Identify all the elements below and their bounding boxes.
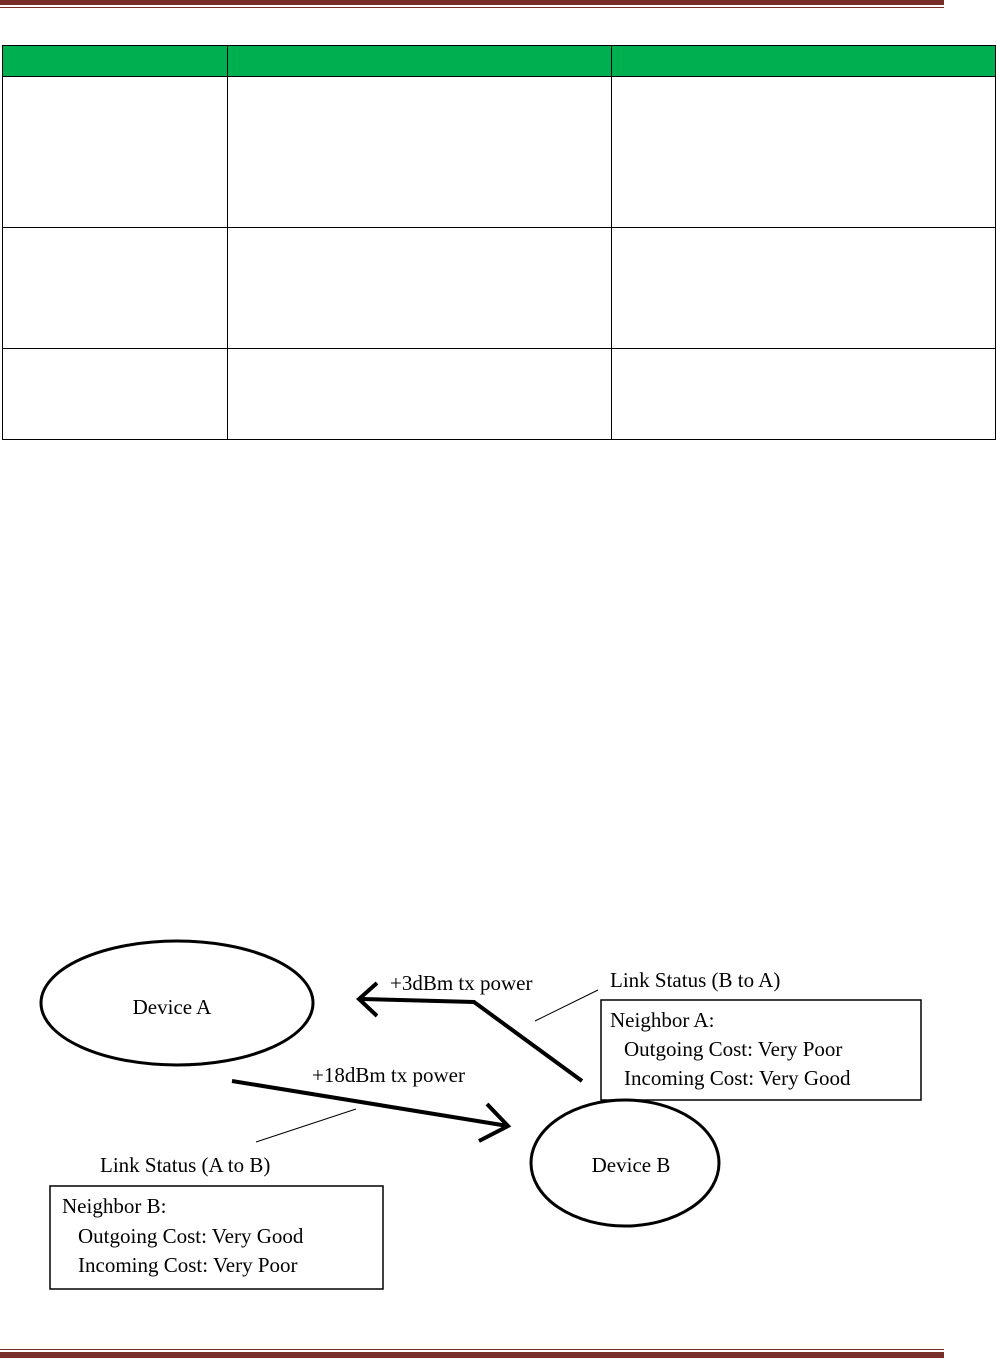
link-status-b-to-a-title: Link Status (B to A) bbox=[610, 968, 781, 992]
table-cell bbox=[228, 228, 612, 349]
footer-rule-thin bbox=[0, 1349, 944, 1350]
table-row bbox=[3, 349, 996, 440]
incoming-cost-a-to-b: Incoming Cost: Very Poor bbox=[78, 1253, 298, 1277]
table-header-cell bbox=[3, 46, 228, 77]
table-cell bbox=[612, 349, 996, 440]
table-header-row bbox=[3, 46, 996, 77]
table-cell bbox=[228, 349, 612, 440]
table-cell bbox=[612, 228, 996, 349]
link-status-a-to-b-title: Link Status (A to B) bbox=[100, 1153, 271, 1177]
link-cost-diagram bbox=[0, 930, 996, 1330]
neighbor-b-label: Neighbor B: bbox=[62, 1194, 167, 1218]
device-b-label: Device B bbox=[591, 1153, 671, 1177]
table-cell bbox=[228, 77, 612, 228]
table-header-cell bbox=[228, 46, 612, 77]
incoming-cost-b-to-a: Incoming Cost: Very Good bbox=[624, 1066, 851, 1090]
table-header-cell bbox=[612, 46, 996, 77]
table-cell bbox=[3, 228, 228, 349]
arrow-a-to-b bbox=[232, 1081, 508, 1126]
header-rule-thick bbox=[0, 0, 944, 5]
table-cell bbox=[3, 349, 228, 440]
table-row bbox=[3, 228, 996, 349]
outgoing-cost-a-to-b: Outgoing Cost: Very Good bbox=[78, 1224, 304, 1248]
table-row bbox=[3, 77, 996, 228]
callout-line-b-to-a bbox=[535, 990, 598, 1021]
table-cell bbox=[612, 77, 996, 228]
header-rule-thin bbox=[0, 7, 944, 8]
arrow-a-to-b-label: +18dBm tx power bbox=[312, 1063, 465, 1087]
arrow-b-to-a-label: +3dBm tx power bbox=[390, 971, 533, 995]
device-a-label: Device A bbox=[132, 995, 212, 1019]
outgoing-cost-b-to-a: Outgoing Cost: Very Poor bbox=[624, 1037, 843, 1061]
neighbor-a-label: Neighbor A: bbox=[610, 1008, 715, 1032]
table-cell bbox=[3, 77, 228, 228]
data-table bbox=[2, 45, 996, 440]
callout-line-a-to-b bbox=[256, 1109, 356, 1142]
footer-rule-thick bbox=[0, 1352, 944, 1358]
